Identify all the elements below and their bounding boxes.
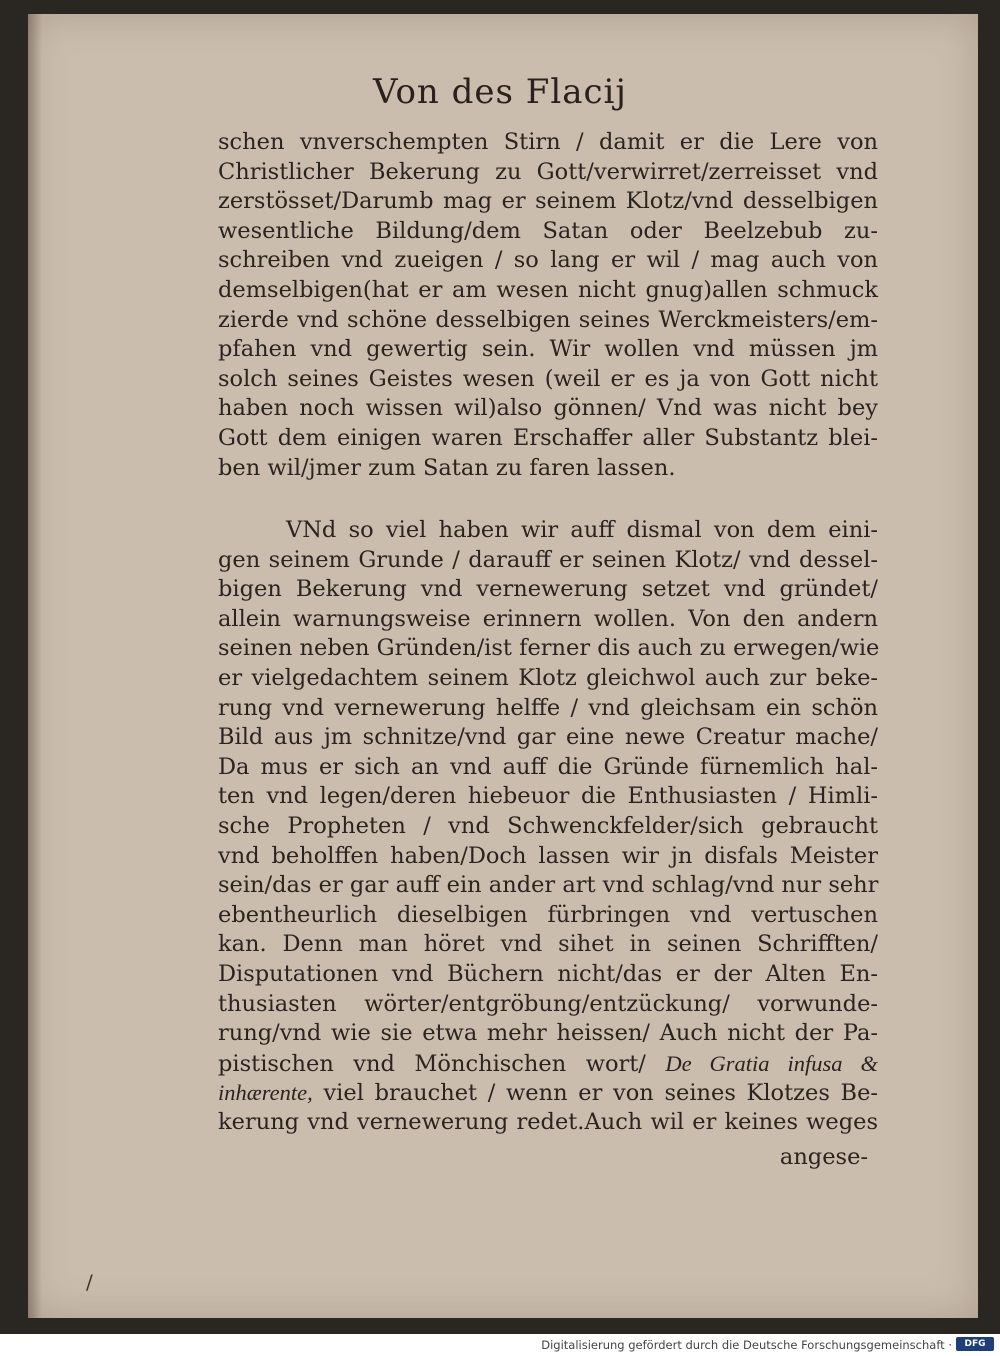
text-line: zierde vnd schöne desselbigen seines Werckmeisters/em- bbox=[218, 306, 878, 333]
text-line: pfahen vnd gewertig sein. Wir wollen vnd müssen jm bbox=[218, 336, 878, 363]
text-line: schen vnverschempten Stirn / damit er die Lere von bbox=[218, 129, 878, 155]
text-line: ten vnd legen/deren hiebeuor die Enthusiasten / Himli- bbox=[218, 783, 878, 810]
text-line: Da mus er sich an vnd auff die Gründe fürnemlich hal- bbox=[218, 753, 878, 780]
paragraph-2 bbox=[218, 516, 878, 1137]
latin-phrase: De Gratia infusa & bbox=[665, 1050, 878, 1076]
footer-credit: Digitalisierung gefördert durch die Deutsche Forschungsgemeinschaft · bbox=[541, 1338, 952, 1352]
latin-phrase: inhærente, bbox=[218, 1080, 313, 1106]
text-line: zerstösset/Darumb mag er seinem Klotz/vnd desselbigen bbox=[218, 188, 878, 215]
text-line: sein/das er gar auff ein ander art vnd schlag/vnd nur sehr bbox=[218, 872, 879, 899]
text-line: VNd so viel haben wir auff dismal von dem eini- bbox=[286, 517, 878, 543]
text-line: solch seines Geistes wesen (weil er es ja von Gott nicht bbox=[218, 365, 878, 392]
text-line: Bild aus jm schnitze/vnd gar eine newe Creatur mache/ bbox=[218, 724, 878, 751]
text-line: wesentliche Bildung/dem Satan oder Beelzebub zu- bbox=[218, 217, 878, 244]
paragraph-1 bbox=[218, 128, 878, 483]
text-line: demselbigen(hat er am wesen nicht gnug)allen schmuck bbox=[218, 276, 878, 303]
text-line: vnd beholffen haben/Doch lassen wir jn disfals Meister bbox=[218, 842, 878, 869]
text-line: kan. Denn man höret vnd sihet in seinen Schrifften/ bbox=[218, 931, 878, 958]
text-line: haben noch wissen wil)also gönnen/ Vnd was nicht bey bbox=[218, 395, 878, 422]
text-segment: viel brauchet / wenn er von seines Klotzes Be- bbox=[323, 1080, 878, 1107]
text-line: Disputationen vnd Büchern nicht/das er der Alten En- bbox=[218, 960, 878, 987]
text-line: rung/vnd wie sie etwa mehr heissen/ Auch nicht der Pa- bbox=[218, 1020, 878, 1047]
text-line: bigen Bekerung vnd vernewerung setzet vnd gründet/ bbox=[218, 576, 878, 603]
text-line: Christlicher Bekerung zu Gott/verwirret/zerreisset vnd bbox=[218, 158, 878, 185]
text-line: kerung vnd vernewerung redet.Auch wil er keines weges bbox=[218, 1108, 878, 1135]
text-line: allein warnungsweise erinnern wollen. Von den andern bbox=[218, 605, 878, 632]
text-line: er vielgedachtem seinem Klotz gleichwol auch zur beke- bbox=[218, 664, 878, 691]
page-gutter-shadow bbox=[28, 14, 42, 1318]
text-line: thusiasten wörter/entgröbung/entzückung/ vorwunde- bbox=[218, 990, 878, 1017]
catchword: angese- bbox=[779, 1144, 868, 1170]
text-line: ebentheurlich dieselbigen fürbringen vnd vertuschen bbox=[218, 901, 878, 928]
text-line: ben wil/jmer zum Satan zu faren lassen. bbox=[218, 454, 676, 481]
text-line: schreiben vnd zueigen / so lang er wil / mag auch von bbox=[218, 247, 878, 274]
text-line: Gott dem einigen waren Erschaffer aller Substantz blei- bbox=[218, 424, 878, 451]
text-line: sche Propheten / vnd Schwenckfelder/sich gebraucht bbox=[218, 812, 878, 839]
margin-mark: / bbox=[86, 1270, 93, 1294]
text-line bbox=[218, 1049, 878, 1079]
text-segment: pistischen vnd Mönchischen wort/ bbox=[218, 1050, 646, 1077]
text-line: gen seinem Grunde / darauff er seinen Klotz/ vnd dessel- bbox=[218, 546, 878, 573]
text-line bbox=[218, 1078, 878, 1108]
dfg-logo: DFG bbox=[956, 1337, 994, 1351]
text-line: seinen neben Gründen/ist ferner dis auch zu erwegen/wie bbox=[218, 635, 880, 662]
text-line: rung vnd vernewerung helffe / vnd gleichsam ein schön bbox=[218, 694, 878, 721]
running-head: Von des Flacij bbox=[373, 72, 627, 112]
